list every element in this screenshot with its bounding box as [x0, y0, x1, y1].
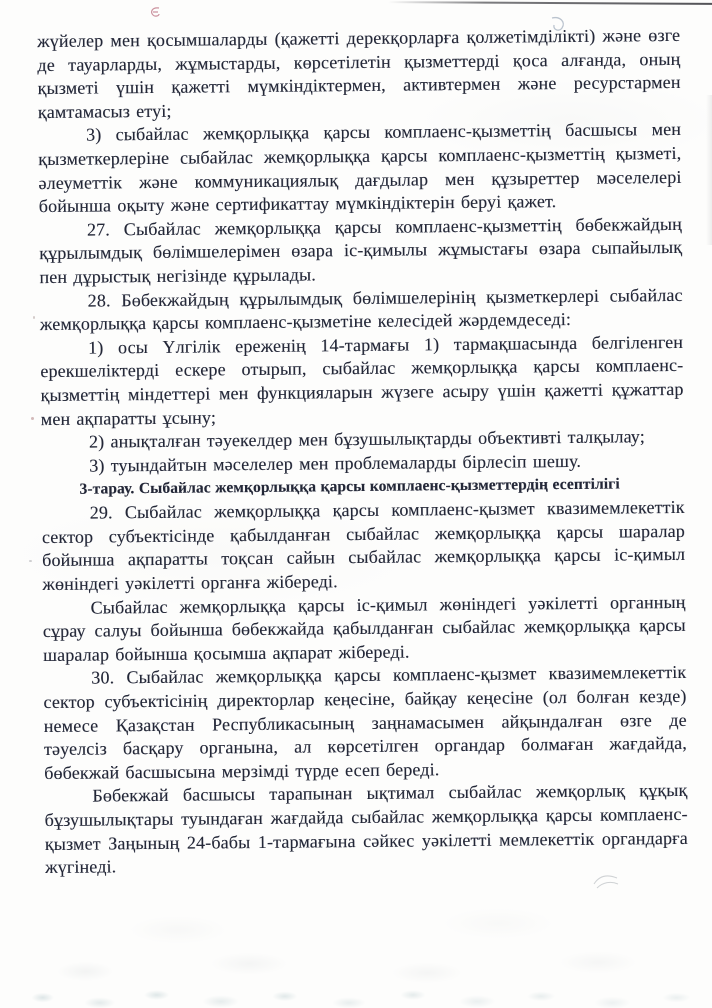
pink-pen-mark: [147, 4, 165, 22]
paragraph-29: 29. Сыбайлас жемқорлыққа қарсы комплаенс-қызмет квазимемлекеттік сектор субъектісінде қабылданған сыбайлас жемқорлыққа қарсы шаралар бойынша ақпаратты тоқсан сайын сыбайлас жемқорлыққа қарсы іс-қимыл жөніндегі уәкілетті органға жібереді.: [41, 497, 686, 595]
scan-speck: [31, 417, 34, 420]
list-item-3b: 3) туындайтын мәселелер мен проблемаларды бірлесіп шешу.: [89, 450, 582, 476]
scan-noise-band: [0, 878, 712, 1008]
list-item-2: 2) анықталған тәуекелдер мен бұзушылықтарды объективті талқылау;: [88, 426, 645, 452]
paragraph-continuation: жүйелер мен қосымшаларды (қажетті дерекқорларға қолжетімділікті) және өзге де тауарларды, жұмыстарды, көрсетілетін қызметтерді қоса алғанда, оның қызметі үшін қажетті мүмкіндіктермен, активтермен және ресурстармен қамтамасыз етуі;: [37, 24, 681, 122]
paragraph-30: 30. Сыбайлас жемқорлыққа қарсы комплаенс-қызмет квазимемлекеттік сектор субъектісінің директорлар кеңесіне, байқау кеңесіне (ол болған кезде) немесе Қазақстан Республикасының заңнамасымен айқындалған өзге де тәуелсіз басқару органына, ал көрсетілген органдар болмаған жағдайда, бөбекжай басшысына мерзімді түрде есеп береді.: [43, 662, 687, 783]
list-item-3: 3) сыбайлас жемқорлыққа қарсы комплаенс-қызметтің басшысы мен қызметкерлеріне сыбайлас жемқорлыққа қарсы комплаенс-қызметтің қызметі, әлеуметтік және коммуникациялық дағдылар мен құзыреттер мәселелері бойынша оқыту және сертификаттау мүмкіндіктерін беруі қажет.: [38, 119, 682, 217]
chapter-heading: 3-тарау. Сыбайлас жемқорлыққа қарсы комплаенс-қызметтердің есептілігі: [79, 475, 620, 498]
scan-edge-line: [388, 1, 712, 5]
paragraph-28: 28. Бөбекжайдың құрылымдық бөлімшелерінің қызметкерлері сыбайлас жемқорлыққа қарсы комплаенс-қызметіне келесідей жәрдемдеседі:: [39, 284, 683, 335]
paragraph-27: 27. Сыбайлас жемқорлыққа қарсы комплаенс-қызметтің бөбекжайдың құрылымдық бөлімшелерімен өзара іс-қимылы жұмыстағы өзара сыпайылық пен дұрыстық негізінде құрылады.: [39, 213, 683, 288]
paragraph-30-continued: Бөбекжай басшысы тарапынан ықтимал сыбайлас жемқорлық құқық бұзушылықтары туындаған жағдайда сыбайлас жемқорлыққа қарсы комплаенс-қызмет Заңының 24-бабы 1-тармағына сәйкес уәкілетті мемлекеттік органдарға жүгінеді.: [44, 780, 688, 878]
scan-edge-shadow: [706, 95, 712, 245]
paragraph-29-continued: Сыбайлас жемқорлыққа қарсы іс-қимыл жөніндегі уәкілетті органның сұрау салуы бойынша бөбекжайда қабылданған сыбайлас жемқорлыққа қарсы шаралар бойынша қосымша ақпарат жібереді.: [42, 591, 686, 665]
list-item-1: 1) осы Үлгілік ереженің 14-тармағы 1) тармақшасында белгіленген ерекшеліктерді ескере отырып, сыбайлас жемқорлыққа қарсы комплаенс-қызметтің міндеттері мен функцияларын жүзеге асыру үшін қажетті құжаттар мен ақпаратты ұсыну;: [40, 331, 684, 429]
document-text: [37, 24, 688, 880]
scan-speck: [29, 560, 32, 562]
scan-speck: [33, 316, 35, 319]
